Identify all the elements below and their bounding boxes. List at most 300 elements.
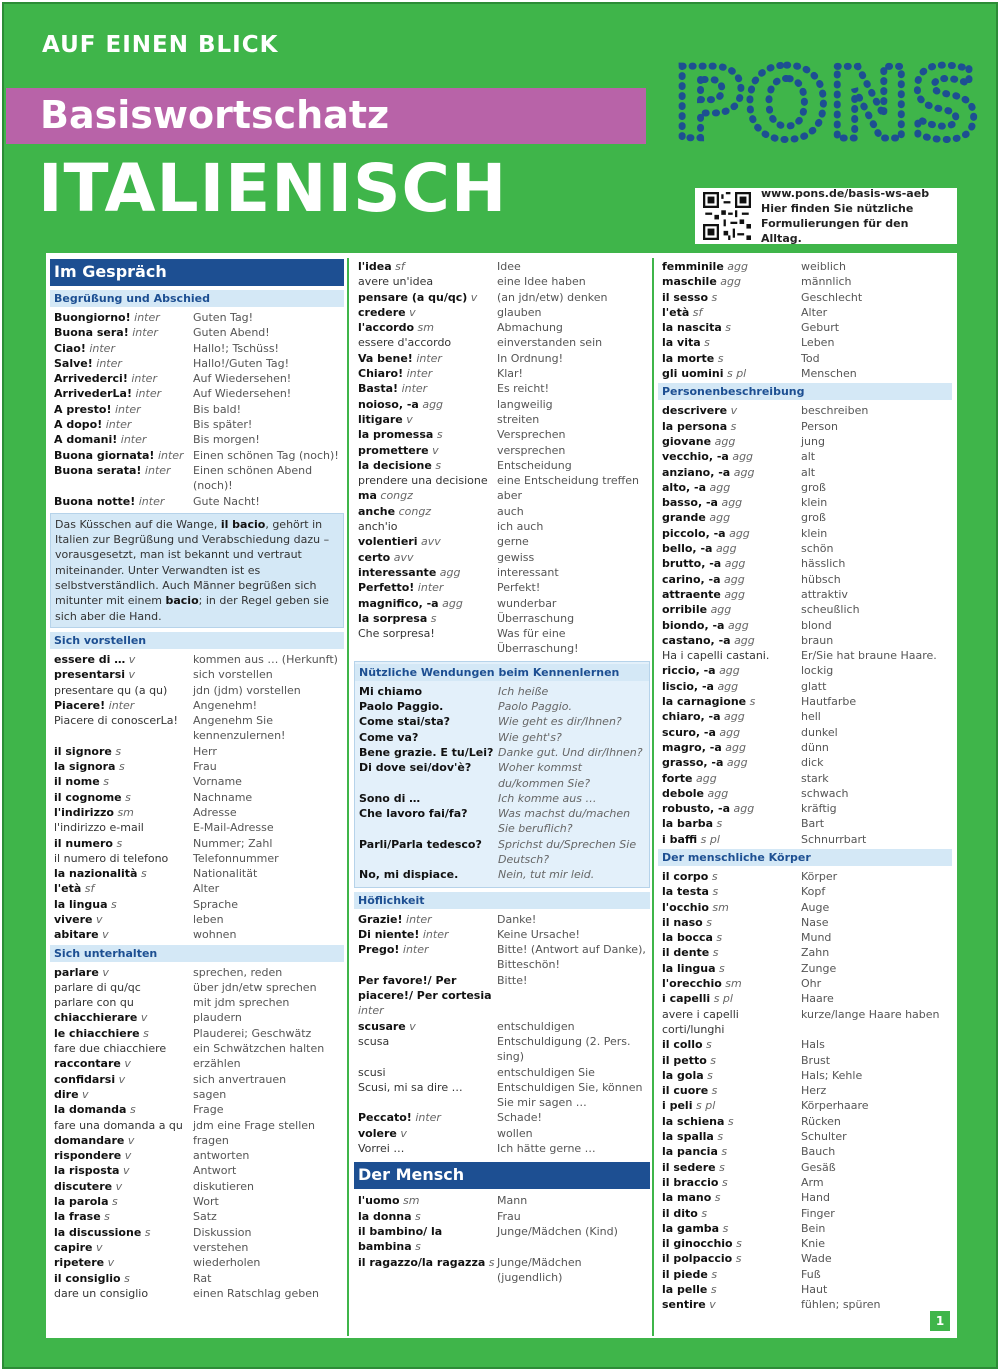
german-translation: Hals; Kehle	[801, 1068, 863, 1082]
term-text: Salve!	[54, 356, 93, 370]
italian-term	[50, 1148, 193, 1163]
italian-term	[354, 534, 497, 549]
vocab-row	[355, 730, 649, 745]
term-text: brutto, -a	[662, 557, 722, 571]
vocab-row	[658, 541, 952, 556]
vocab-row	[658, 465, 952, 480]
grammar-tag: s	[430, 611, 437, 625]
term-text: il piede	[662, 1267, 708, 1281]
italian-term	[658, 351, 801, 366]
grammar-tag: inter	[132, 326, 158, 340]
vocab-row	[658, 884, 952, 899]
vocab-row	[658, 1190, 952, 1205]
german-translation: Körperhaare	[801, 1099, 869, 1113]
term-text: ma	[358, 489, 377, 503]
italian-term	[50, 790, 193, 805]
grammar-tag: v	[409, 305, 416, 319]
vocab-row	[354, 927, 650, 942]
german-translation: Geburt	[801, 321, 840, 335]
german-translation: Bein	[801, 1221, 826, 1235]
vocab-row	[658, 1007, 952, 1038]
term-text: l'età	[662, 305, 690, 319]
grammar-tag: s	[730, 419, 737, 433]
german-translation: Diskussion	[193, 1225, 252, 1239]
logo-text: PONS	[673, 48, 981, 162]
german-translation: Wade	[801, 1252, 832, 1266]
german-translation: eine Idee haben	[497, 275, 586, 289]
grammar-tag: v	[406, 412, 413, 426]
german-translation: hübsch	[801, 572, 841, 586]
italian-term	[658, 869, 801, 884]
italian-term	[50, 995, 193, 1010]
german-translation: leben	[193, 912, 224, 926]
term-text: i peli	[662, 1099, 693, 1113]
german-translation: Hand	[801, 1191, 830, 1205]
italian-term	[354, 412, 497, 427]
term-text: i capelli	[662, 992, 711, 1006]
german-translation: jung	[801, 434, 825, 448]
grammar-tag: s	[716, 817, 723, 831]
grammar-tag: inter	[120, 433, 147, 447]
term-text: No, mi dispiace.	[359, 868, 459, 882]
italian-term	[658, 816, 801, 831]
grammar-tag: s	[125, 790, 131, 804]
vocab-row	[658, 1175, 952, 1190]
german-translation: Abmachung	[497, 321, 563, 335]
vocab-row	[354, 534, 650, 549]
term-text: Come stai/sta?	[359, 715, 451, 729]
vocab-row	[658, 900, 952, 915]
grammar-tag: agg	[709, 511, 731, 525]
italian-term	[658, 900, 801, 915]
german-translation: Bis später!	[193, 418, 253, 432]
german-translation: schön	[801, 542, 834, 556]
grammar-tag: v	[107, 1256, 115, 1270]
vocab-row	[50, 1194, 344, 1209]
term-text: femminile	[662, 260, 724, 273]
grammar-tag: s	[749, 695, 756, 709]
grammar-tag: s	[717, 1130, 724, 1144]
term-text: il sesso	[662, 290, 709, 304]
italian-term	[50, 683, 193, 698]
german-translation: alt	[801, 450, 816, 464]
vocab-row	[50, 463, 344, 494]
vocab-row	[50, 667, 344, 682]
grammar-tag: sf	[84, 882, 95, 896]
vocab-row	[354, 290, 650, 305]
term-text: anziano, -a	[662, 465, 731, 479]
term-text: scuro, -a	[662, 725, 716, 739]
grammar-tag: inter	[422, 927, 449, 941]
italian-term	[50, 713, 193, 744]
term-text: A domani!	[54, 433, 118, 447]
italian-term	[658, 495, 801, 510]
italian-term	[658, 709, 801, 724]
subsection-title: Personenbeschreibung	[658, 383, 952, 400]
italian-term	[354, 580, 497, 595]
vocab-row	[658, 419, 952, 434]
vocab-row	[658, 434, 952, 449]
german-translation: Klar!	[497, 367, 523, 381]
vocab-list	[658, 403, 952, 847]
grammar-tag: v	[124, 1149, 132, 1163]
grammar-tag: s	[721, 1175, 728, 1189]
german-translation: Leben	[801, 336, 835, 350]
qr-url[interactable]: www.pons.de/basis-ws-aeb	[761, 187, 930, 200]
german-translation: Alter	[801, 305, 828, 319]
italian-term	[658, 290, 801, 305]
note-text: ; in der Regel geben sie sich aber die Hand.	[55, 594, 329, 623]
note-text: , gehört in Italien zur Begrüßung und Verabschiedung dazu – vorausgesetzt, man ist bekannt und vertraut miteinander. Unter Verwandten ist es selbstverständlich. Auch Männer begrüßen sich mitunter mit einem	[55, 517, 330, 608]
vocab-row	[50, 1087, 344, 1102]
german-translation: erzählen	[193, 1057, 241, 1071]
grammar-tag: inter	[114, 402, 141, 416]
vocab-row	[50, 1056, 344, 1071]
vocab-row	[50, 698, 344, 713]
italian-term	[354, 927, 497, 942]
grammar-tag: inter	[401, 382, 428, 396]
term-text: il cognome	[54, 790, 122, 804]
vocab-row	[658, 1251, 952, 1266]
german-translation: Auf Wiedersehen!	[193, 387, 292, 401]
vocab-row	[658, 915, 952, 930]
term-text: la schiena	[662, 1114, 725, 1128]
german-translation: Einen schönen Abend (noch)!	[193, 463, 313, 493]
italian-term	[658, 725, 801, 740]
term-text: scusare	[358, 1019, 406, 1033]
german-translation: hässlich	[801, 557, 846, 571]
grammar-tag: inter	[138, 494, 165, 508]
term-text: dire	[54, 1087, 79, 1101]
grammar-tag: avv	[393, 550, 414, 564]
german-translation: Frage	[193, 1103, 224, 1117]
vocab-list	[50, 965, 344, 1302]
term-text: la testa	[662, 885, 709, 899]
term-text: debole	[662, 786, 704, 800]
vocab-row	[658, 587, 952, 602]
german-translation: Bitte!	[497, 973, 528, 987]
term-text: Di niente!	[358, 927, 420, 941]
german-translation: Rücken	[801, 1114, 841, 1128]
grammar-tag: s	[701, 1206, 708, 1220]
grammar-tag: v	[95, 912, 103, 926]
vocab-row	[658, 869, 952, 884]
vocab-row	[658, 449, 952, 464]
vocab-row	[50, 1286, 344, 1301]
term-text: la discussione	[54, 1225, 142, 1239]
grammar-tag: s	[712, 946, 719, 960]
german-translation: Gute Nacht!	[193, 494, 260, 508]
term-text: maschile	[662, 275, 717, 289]
phrase-list	[355, 684, 649, 883]
vocab-row	[658, 930, 952, 945]
italian-term	[658, 1083, 801, 1098]
italian-term	[50, 667, 193, 682]
vocab-row	[658, 771, 952, 786]
vocab-row	[354, 1224, 650, 1255]
german-translation: groß	[801, 480, 826, 494]
vocab-row	[354, 305, 650, 320]
german-translation: braun	[801, 633, 834, 647]
term-text: la pelle	[662, 1283, 708, 1296]
term-text: Peccato!	[358, 1111, 412, 1125]
german-translation: jdm eine Frage stellen	[193, 1118, 316, 1132]
vocab-row	[354, 351, 650, 366]
german-translation: scheußlich	[801, 603, 860, 617]
vocab-row	[50, 1271, 344, 1286]
grammar-tag: s	[118, 760, 125, 774]
german-translation: Zunge	[801, 961, 837, 975]
vocab-row	[658, 1144, 952, 1159]
italian-term	[50, 881, 193, 896]
italian-term	[354, 1065, 497, 1080]
term-text: grande	[662, 511, 706, 525]
italian-term	[658, 1267, 801, 1282]
vocab-row	[50, 683, 344, 698]
term-text: la vita	[662, 336, 701, 350]
phrase-text: scusa	[358, 1034, 390, 1048]
vocab-row	[658, 1160, 952, 1175]
phrase-text: avere un'idea	[358, 275, 434, 289]
term-text: volere	[358, 1126, 397, 1140]
italian-term	[50, 897, 193, 912]
vocab-row	[354, 596, 650, 611]
grammar-tag: v	[115, 1179, 123, 1193]
italian-term	[355, 760, 498, 791]
phrase-text: presentare qu (a qu)	[54, 683, 168, 697]
term-text: l'età	[54, 882, 82, 896]
italian-term	[355, 684, 498, 699]
vocab-row	[658, 1297, 952, 1312]
italian-term	[50, 1041, 193, 1056]
italian-term	[50, 1010, 193, 1025]
german-translation: wiederholen	[193, 1256, 261, 1270]
italian-term	[354, 1110, 497, 1125]
german-translation: (an jdn/etw) denken	[497, 290, 608, 304]
vocab-row	[354, 1110, 650, 1125]
italian-term	[658, 274, 801, 289]
italian-term	[50, 1194, 193, 1209]
italian-term	[50, 386, 193, 401]
german-translation: einverstanden sein	[497, 336, 603, 350]
italian-term	[50, 325, 193, 340]
german-translation: Bart	[801, 817, 825, 831]
grammar-tag: s	[716, 931, 723, 945]
german-translation: wollen	[497, 1126, 533, 1140]
german-translation: Auf Wiedersehen!	[193, 372, 292, 386]
grammar-tag: s	[710, 1283, 717, 1296]
italian-term	[658, 1098, 801, 1113]
italian-term	[658, 976, 801, 991]
grammar-tag: s	[706, 915, 712, 929]
italian-term	[354, 443, 497, 458]
grammar-tag: agg	[439, 565, 461, 579]
german-translation: glatt	[801, 679, 827, 693]
grammar-tag: s	[735, 1252, 742, 1266]
term-text: la carnagione	[662, 695, 747, 709]
vocab-row	[658, 320, 952, 335]
german-translation: Kopf	[801, 885, 826, 899]
column-3	[658, 253, 952, 1338]
italian-term	[658, 679, 801, 694]
grammar-tag: s	[488, 1255, 495, 1269]
vocab-row	[50, 310, 344, 325]
note-text: Das Küsschen auf die Wange,	[55, 517, 221, 531]
italian-term	[50, 652, 193, 667]
italian-term	[658, 1282, 801, 1297]
vocab-row	[50, 805, 344, 820]
italian-term	[50, 1102, 193, 1117]
italian-term	[354, 611, 497, 626]
vocab-row	[355, 791, 649, 806]
term-text: volentieri	[358, 535, 418, 549]
vocab-row	[354, 1080, 650, 1111]
german-translation: jdn (jdm) vorstellen	[193, 683, 301, 697]
grammar-tag: s	[722, 1221, 729, 1235]
italian-term	[50, 744, 193, 759]
pons-logo	[673, 48, 981, 162]
term-text: Paolo Paggio.	[359, 700, 444, 714]
german-translation: Telefonnummer	[193, 851, 279, 865]
german-translation: Angenehm!	[193, 698, 258, 712]
term-text: attraente	[662, 587, 721, 601]
grammar-tag: inter	[105, 418, 132, 432]
term-text: giovane	[662, 434, 712, 448]
term-text: Come va?	[359, 730, 419, 744]
vocab-row	[354, 458, 650, 473]
german-translation: Schade!	[497, 1111, 542, 1125]
vocab-row	[355, 714, 649, 729]
italian-term	[658, 556, 801, 571]
phrase-text: anch'io	[358, 520, 398, 534]
grammar-tag: s pl	[700, 832, 720, 846]
term-text: il consiglio	[54, 1271, 121, 1285]
grammar-tag: inter	[89, 341, 115, 355]
grammar-tag: s	[124, 1271, 130, 1285]
german-translation: sich anvertrauen	[193, 1072, 287, 1086]
grammar-tag: v	[118, 1072, 126, 1086]
italian-term	[50, 341, 193, 356]
term-text: sentire	[662, 1298, 706, 1312]
german-translation: hell	[801, 710, 821, 724]
grammar-tag: agg	[727, 618, 749, 632]
term-text: la donna	[358, 1209, 412, 1223]
grammar-tag: agg	[734, 633, 755, 647]
term-text: la signora	[54, 760, 116, 774]
grammar-tag: agg	[442, 596, 463, 610]
grammar-tag: agg	[707, 786, 729, 800]
grammar-tag: inter	[406, 912, 432, 926]
german-translation: Mann	[497, 1194, 528, 1208]
grammar-tag: sm	[712, 900, 729, 914]
grammar-tag: agg	[696, 771, 717, 785]
vocab-row	[50, 759, 344, 774]
term-text: presentarsi	[54, 668, 126, 682]
german-translation: sich vorstellen	[193, 668, 273, 682]
grammar-tag: inter	[96, 356, 122, 370]
vocab-row	[658, 556, 952, 571]
italian-term	[354, 912, 497, 927]
vocab-row	[658, 1206, 952, 1221]
german-translation: Versprechen	[497, 428, 566, 442]
italian-term	[354, 274, 497, 289]
german-translation: Guten Tag!	[193, 311, 254, 324]
italian-term	[50, 1225, 193, 1240]
grammar-tag: s	[415, 1240, 421, 1254]
term-text: alto, -a	[662, 480, 707, 494]
grammar-tag: s	[129, 1103, 136, 1117]
german-translation: Nationalität	[193, 867, 258, 881]
term-text: Chiaro!	[358, 367, 404, 381]
italian-term	[658, 771, 801, 786]
german-translation: schwach	[801, 786, 849, 800]
grammar-tag: s	[103, 775, 109, 789]
italian-term	[658, 1144, 801, 1159]
german-translation: Sprichst du/Sprechen Sie Deutsch?	[498, 837, 637, 866]
italian-term	[355, 837, 498, 868]
vocab-row	[354, 1193, 650, 1208]
grammar-tag: s	[711, 290, 718, 304]
term-text: la barba	[662, 817, 714, 831]
german-translation: einen Ratschlag geben	[193, 1286, 319, 1300]
vocab-row	[658, 1083, 952, 1098]
italian-term	[658, 1068, 801, 1083]
italian-term	[658, 1114, 801, 1129]
qr-code-icon[interactable]	[703, 192, 751, 240]
italian-term	[50, 448, 193, 463]
german-translation: Herz	[801, 1084, 827, 1098]
vocab-row	[354, 1209, 650, 1224]
subsection-title: Sich unterhalten	[50, 945, 344, 962]
vocab-row	[658, 1098, 952, 1113]
grammar-tag: s	[415, 1209, 421, 1223]
german-translation: Plauderei; Geschwätz	[193, 1026, 312, 1040]
vocab-row	[355, 699, 649, 714]
vocab-row	[354, 412, 650, 427]
german-translation: Hautfarbe	[801, 695, 857, 709]
term-text: magro, -a	[662, 740, 722, 754]
german-translation: blond	[801, 618, 832, 632]
german-translation: Keine Ursache!	[497, 927, 580, 941]
column-divider	[652, 258, 654, 1336]
german-translation: Bauch	[801, 1145, 836, 1159]
vocab-row	[658, 694, 952, 709]
vocab-row	[354, 443, 650, 458]
german-translation: mit jdm sprechen	[193, 996, 290, 1010]
vocab-row	[354, 565, 650, 580]
grammar-tag: inter	[134, 311, 160, 324]
italian-term	[658, 832, 801, 847]
italian-term	[50, 698, 193, 713]
german-translation: Mund	[801, 931, 832, 945]
italian-term	[658, 526, 801, 541]
vocab-row	[50, 713, 344, 744]
term-text: grasso, -a	[662, 756, 724, 770]
term-text: anche	[358, 504, 396, 518]
grammar-tag: agg	[721, 496, 743, 510]
german-translation: Ich komme aus …	[498, 791, 597, 805]
vocab-row	[50, 1072, 344, 1087]
vocab-row	[658, 755, 952, 770]
term-text: la frase	[54, 1210, 101, 1224]
italian-term	[658, 648, 801, 663]
italian-term	[354, 259, 497, 274]
grammar-tag: s	[707, 1068, 713, 1082]
vocab-row	[355, 837, 649, 868]
grammar-tag: v	[470, 290, 478, 304]
german-translation: Schnurrbart	[801, 832, 867, 846]
grammar-tag: v	[124, 1057, 131, 1071]
